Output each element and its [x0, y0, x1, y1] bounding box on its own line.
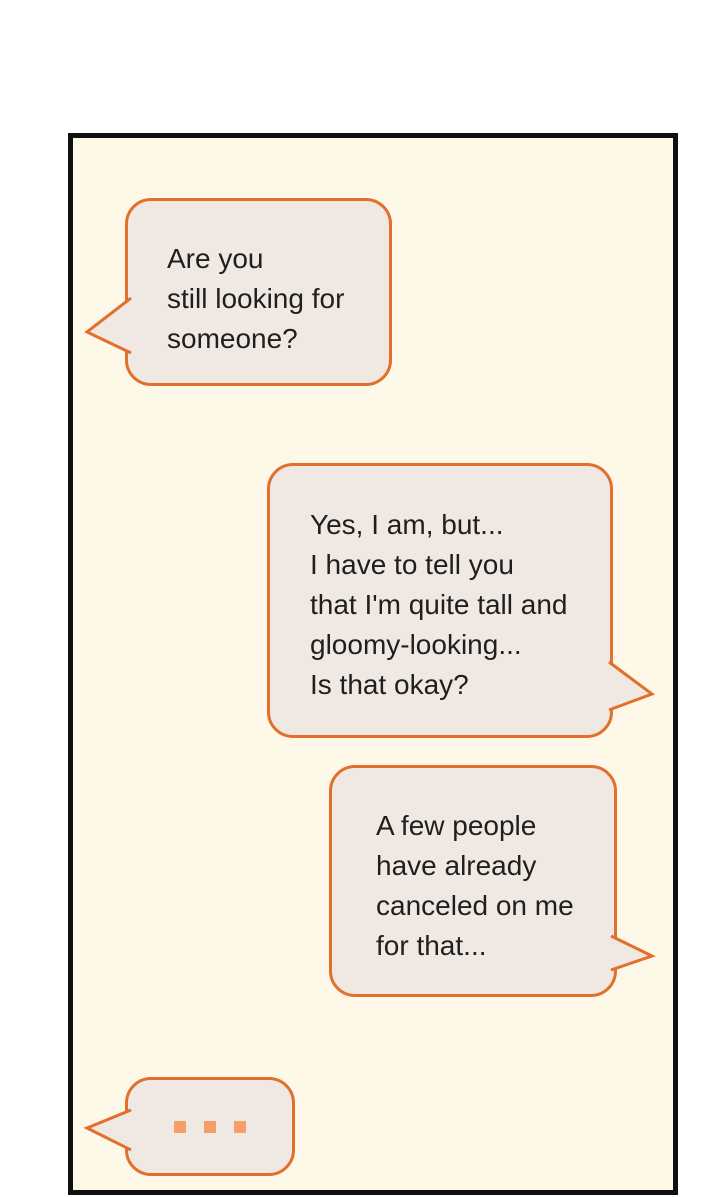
bubble-line: Is that okay?: [310, 669, 469, 700]
bubble-tail-left: [80, 1095, 140, 1160]
bubble-line: A few people: [376, 810, 537, 841]
typing-dot: [174, 1121, 186, 1133]
speech-bubble-left-1: [125, 198, 392, 386]
bubble-line: have already: [376, 850, 537, 881]
bubble-line: Yes, I am, but...: [310, 509, 504, 540]
bubble-line: someone?: [167, 323, 298, 354]
bubble-tail-left: [80, 290, 140, 360]
speech-bubble-right-1: [267, 463, 613, 738]
bubble-line: gloomy-looking...: [310, 629, 522, 660]
typing-dot: [234, 1121, 246, 1133]
speech-bubble-right-2: [329, 765, 617, 997]
bubble-line: for that...: [376, 930, 487, 961]
bubble-line: Are you: [167, 243, 264, 274]
typing-bubble: [125, 1077, 295, 1176]
bubble-line: still looking for: [167, 283, 345, 314]
bubble-tail-right: [600, 650, 660, 720]
bubble-line: I have to tell you: [310, 549, 514, 580]
bubble-line: that I'm quite tall and: [310, 589, 568, 620]
typing-dot: [204, 1121, 216, 1133]
bubble-tail-right: [600, 925, 660, 985]
bubble-line: canceled on me: [376, 890, 574, 921]
